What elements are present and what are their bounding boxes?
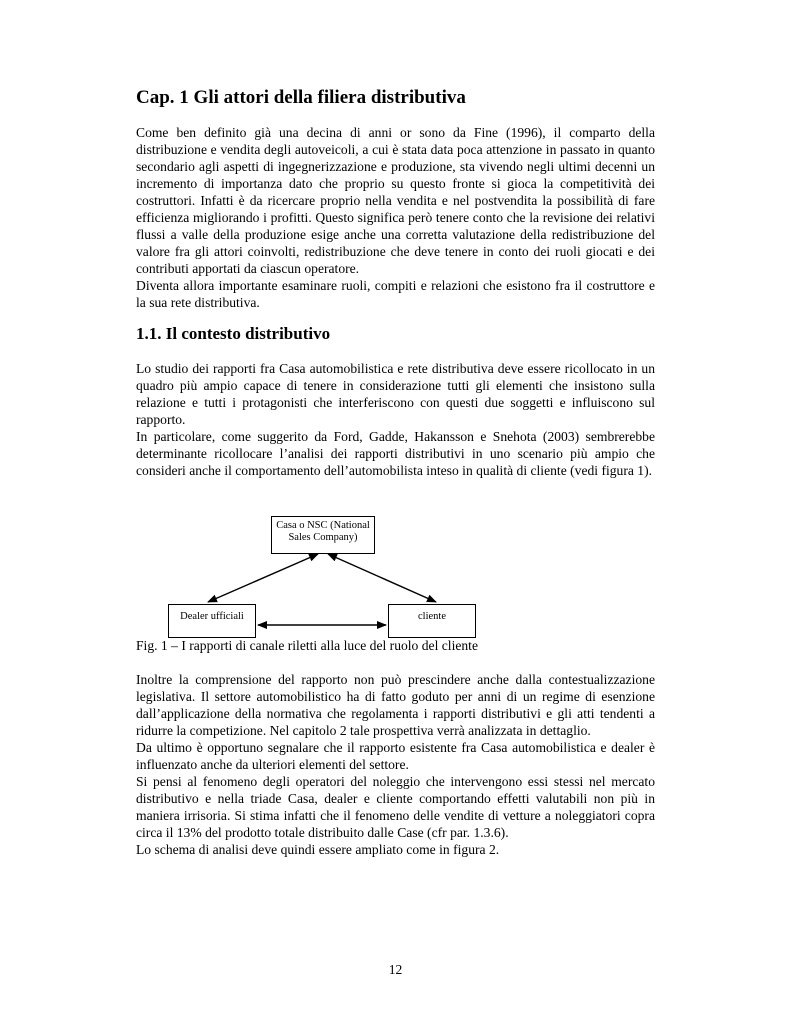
arrow-casa-dealer [208,554,318,602]
chapter-title: Cap. 1 Gli attori della filiera distributiva [136,87,466,108]
paragraph: Diventa allora importante esaminare ruoli, compiti e relazioni che esistono fra il costruttore e la sua rete distributiva. [136,278,655,310]
page-number: 12 [388,962,403,977]
closing-paragraphs [136,671,655,858]
box-casa-nsc [271,516,375,554]
paragraph: Da ultimo è opportuno segnalare che il rapporto esistente fra Casa automobilistica e dealer è influenzato anche da ulteriori elementi del settore. [136,740,655,772]
intro-paragraphs [136,124,655,311]
box-dealer-ufficiali: Dealer ufficiali [168,604,256,638]
paragraph: Lo studio dei rapporti fra Casa automobilistica e rete distributiva deve essere ricollocato in un quadro più ampio capace di tenere in considerazione tutti gli elementi che insistono sulla relazione e tutti i protagonisti che interferiscono con questi due soggetti e influiscono sul rapporto. [136,361,655,427]
section-paragraphs [136,360,655,479]
box-cliente: cliente [388,604,476,638]
channel-diagram [0,505,791,645]
arrow-casa-cliente [328,554,436,602]
paragraph: Si pensi al fenomeno degli operatori del noleggio che intervengono essi stessi nel mercato distributivo e nella triade Casa, dealer e cliente comportando effetti valutabili non più in maniera irrisoria. Si stima infatti che il fenomeno delle vendite di vetture a noleggiatori copra circa il 13% del prodotto totale distribuito dalle Case (cfr par. 1.3.6). [136,774,655,840]
paragraph: In particolare, come suggerito da Ford, Gadde, Hakansson e Snehota (2003) sembrerebbe determinante ricollocare l’analisi dei rapporti distributivi in uno scenario più ampio che consideri anche il comportamento dell’automobilista inteso in qualità di cliente (vedi figura 1). [136,429,655,478]
paragraph: Inoltre la comprensione del rapporto non può prescindere anche dalla contestualizzazione legislativa. Il settore automobilistico ha di fatto goduto per anni di un regime di esenzione dall’applicazione della normativa che regolamenta i rapporti distributivi e gli atti tendenti a ridurre la competizione. Nel capitolo 2 tale prospettiva verrà analizzata in dettaglio. [136,672,655,738]
box-casa-line2: Sales Company) [288,532,358,543]
paragraph: Lo schema di analisi deve quindi essere ampliato come in figura 2. [136,842,500,857]
box-casa-line1: Casa o NSC (National [276,520,370,531]
section-title: 1.1. Il contesto distributivo [136,324,331,343]
paragraph: Come ben definito già una decina di anni or sono da Fine (1996), il comparto della distribuzione e vendita degli autoveicoli, a cui è stata data poca attenzione in passato in quanto secondario agli aspetti di ingegnerizzazione e produzione, sta vivendo negli ultimi decenni un incremento di importanza dato che proprio su questo fronte si gioca la competitività dei costruttori. Infatti è da ricercare proprio nella vendita e nel postvendita la possibilità di fare efficienza migliorando i profitti. Questo significa però tenere conto che la revisione dei relativi flussi a valle della produzione esige anche una corretta valutazione della redistribuzione del valore fra gli attori coinvolti, redistribuzione che deve tenere in conto dei ruoli giocati e dei contributi apportati da ciascun operatore. [136,125,655,276]
figure-caption: Fig. 1 – I rapporti di canale riletti alla luce del ruolo del cliente [136,638,478,653]
